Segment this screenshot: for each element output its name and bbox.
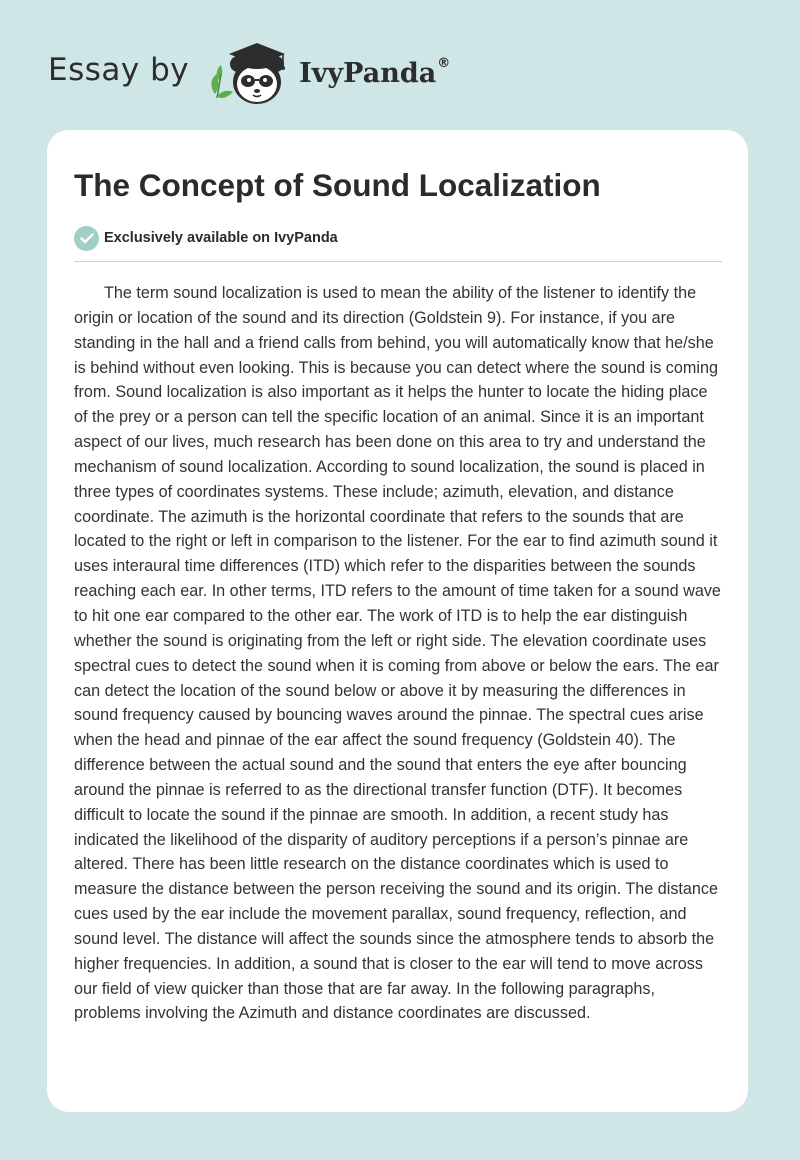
essay-paragraph: The term sound localization is used to mean the ability of the listener to identify the origin or location of the sound and its direction (Goldstein 9). For instance, if you are standing in the hall and a friend calls from behind, you will automatically know that he/she is behind without even looking. This is because you can detect where the sound is coming from. Sound localization is also important as it helps the hunter to locate the hiding place of the prey or a person can tell the specific location of an animal. Since it is an important aspect of our lives, much research has been done on this area to try and understand the mechanism of sound localization. According to sound localization, the sound is placed in three types of coordinates systems. These include; azimuth, elevation, and distance coordinate. The azimuth is the horizontal coordinate that refers to the sounds that are located to the right or left in comparison to the listener. For the ear to find azimuth sound it uses interaural time differences (ITD) which refer to the disparities between the sounds reaching each ear. In other terms, ITD refers to the amount of time taken for a sound wave to hit one ear compared to the other ear. The work of ITD is to help the ear distinguish whether the sound is originating from the left or right side. The elevation coordinate uses spectral cues to detect the sound when it is coming from above or below the ears. The ear can detect the location of the sound below or above it by measuring the differences in sound frequency caused by bouncing waves around the pinnae. The spectral cues arise when the head and pinnae of the ear affect the sound frequency (Goldstein 40). The difference between the actual sound and the sound that enters the eye after bouncing around the pinnae is referred to as the directional transfer function (DTF). It becomes difficult to locate the sound if the pinnae are smooth. In addition, a recent study has indicated the likelihood of the disparity of auditory perceptions if a person’s pinnae are altered. There has been little research on the distance coordinates which is used to measure the distance between the person receiving the sound and its origin. The distance cues used by the ear include the movement parallax, sound frequency, reflection, and sound level. The distance will affect the sounds since the atmosphere tends to absorb the higher frequencies. In addition, a sound that is closer to the ear will tend to move across our field of view quicker than those that are far away. In the following paragraphs, problems involving the Azimuth and distance coordinates are discussed. xyxy=(74,284,721,1023)
page-title: The Concept of Sound Localization xyxy=(74,167,601,203)
brand-name xyxy=(299,55,451,89)
exclusive-badge xyxy=(74,225,722,251)
article-card xyxy=(47,130,748,1112)
check-circle-icon xyxy=(74,226,99,251)
registered-mark: ® xyxy=(437,55,451,71)
brand-header[interactable] xyxy=(48,34,450,108)
brand-name-text: IvyPanda xyxy=(299,57,437,89)
exclusive-badge-text: Exclusively available on IvyPanda xyxy=(104,230,338,246)
panda-graduate-icon xyxy=(205,34,297,108)
title-divider xyxy=(74,261,722,262)
brand-prefix: Essay by xyxy=(48,52,190,88)
